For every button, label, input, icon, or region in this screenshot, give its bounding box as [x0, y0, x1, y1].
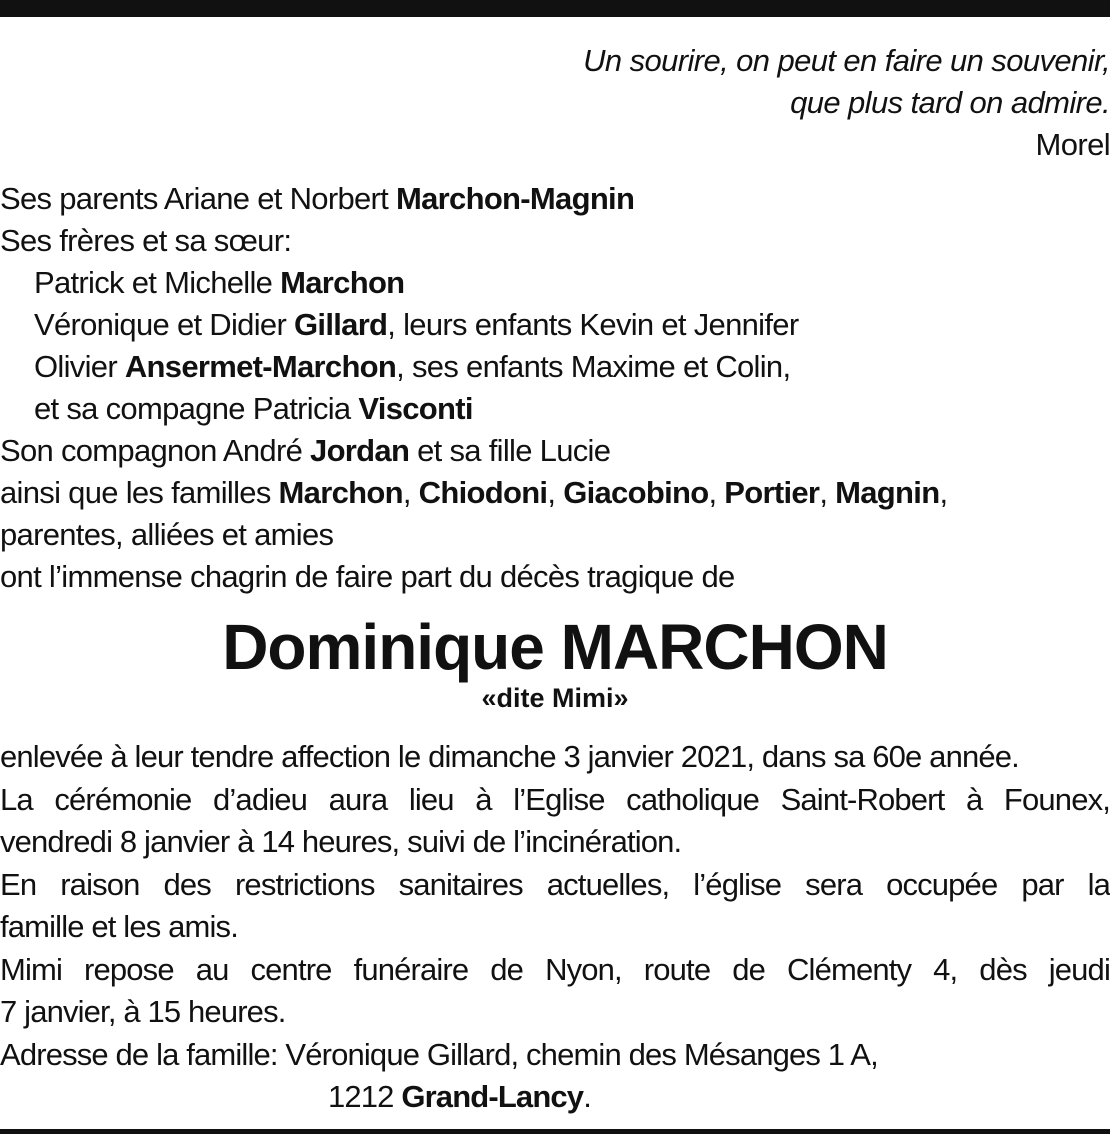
family-surname: Ansermet-Marchon — [124, 349, 397, 384]
family-surname: Marchon — [280, 265, 405, 300]
family-surname: Marchon — [278, 475, 403, 510]
family-list — [0, 178, 1110, 598]
family-surname: Marchon-Magnin — [396, 181, 635, 216]
family-line: Ses parents Ariane et Norbert Marchon-Magnin — [0, 181, 635, 216]
detail-line: enlevée à leur tendre affection le dimanche 3 janvier 2021, dans sa 60e année. — [0, 739, 1019, 774]
family-line: ainsi que les familles Marchon, Chiodoni, Giacobino, Portier, Magnin, — [0, 475, 948, 510]
ceremony-details — [0, 736, 1110, 1119]
family-surname: Gillard — [294, 307, 388, 342]
family-surname: Chiodoni — [418, 475, 548, 510]
family-line: Patrick et Michelle Marchon — [34, 265, 405, 300]
family-line: Son compagnon André Jordan et sa fille Lucie — [0, 433, 611, 468]
family-address-city: 1212 Grand-Lancy. — [328, 1079, 591, 1114]
family-surname: Jordan — [310, 433, 410, 468]
top-rule — [0, 0, 1110, 17]
detail-line: En raison des restrictions sanitaires actuelles, l’église sera occupée par la — [0, 866, 1110, 902]
obituary-notice — [0, 40, 1110, 1119]
family-surname: Magnin — [835, 475, 940, 510]
family-surname: Giacobino — [563, 475, 709, 510]
bottom-rule — [0, 1129, 1110, 1134]
quote-line: que plus tard on admire. — [790, 85, 1110, 120]
family-address: Adresse de la famille: Véronique Gillard, chemin des Mésanges 1 A, — [0, 1036, 878, 1072]
deceased-name: Dominique MARCHON — [222, 611, 888, 683]
epigraph — [0, 40, 1110, 166]
family-line: Ses frères et sa sœur: — [0, 223, 292, 258]
family-line: Olivier Ansermet-Marchon, ses enfants Maxime et Colin, — [34, 349, 791, 384]
family-line: et sa compagne Patricia Visconti — [34, 391, 473, 426]
detail-line: famille et les amis. — [0, 909, 238, 944]
family-line: ont l’immense chagrin de faire part du décès tragique de — [0, 559, 735, 594]
deceased-nickname: «dite Mimi» — [481, 683, 629, 713]
family-line: parentes, alliées et amies — [0, 517, 334, 552]
family-surname: Portier — [724, 475, 820, 510]
detail-line: La cérémonie d’adieu aura lieu à l’Eglise catholique Saint-Robert à Founex, — [0, 781, 1110, 817]
detail-line: vendredi 8 janvier à 14 heures, suivi de l’incinération. — [0, 824, 682, 859]
detail-line: 7 janvier, à 15 heures. — [0, 994, 286, 1029]
city-name: Grand-Lancy — [401, 1079, 584, 1114]
detail-line: Mimi repose au centre funéraire de Nyon, route de Clémenty 4, dès jeudi — [0, 951, 1110, 987]
quote-author: Morel — [1035, 127, 1110, 162]
family-line: Véronique et Didier Gillard, leurs enfants Kevin et Jennifer — [34, 307, 799, 342]
quote-line: Un sourire, on peut en faire un souvenir, — [583, 43, 1110, 78]
family-surname: Visconti — [358, 391, 473, 426]
